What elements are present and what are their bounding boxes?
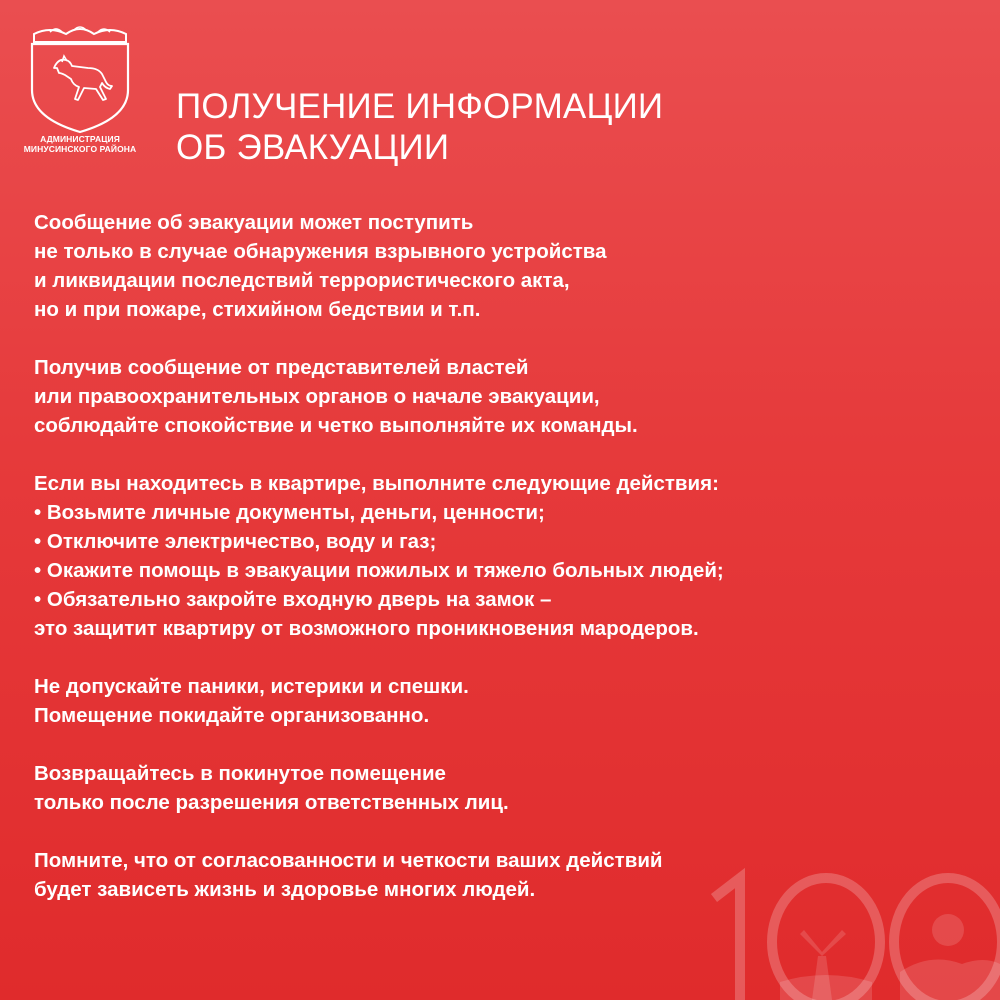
anniversary-100-watermark-icon xyxy=(700,860,1000,1000)
page-title xyxy=(176,86,663,168)
list-item: • Возьмите личные документы, деньги, ценности; xyxy=(34,501,545,524)
logo-caption xyxy=(20,134,140,154)
paragraph-evacuation-message xyxy=(34,208,934,324)
logo-caption-line1: АДМИНИСТРАЦИЯ xyxy=(40,134,120,144)
paragraph-no-panic xyxy=(34,672,934,730)
paragraph-return xyxy=(34,759,934,817)
list-item: • Отключите электричество, воду и газ; xyxy=(34,530,437,553)
paragraph-follow-commands xyxy=(34,353,934,440)
text-line: Не допускайте паники, истерики и спешки. xyxy=(34,675,469,698)
text-line: только после разрешения ответственных лиц. xyxy=(34,791,509,814)
text-line: Сообщение об эвакуации может поступить xyxy=(34,211,474,234)
text-line: Возвращайтесь в покинутое помещение xyxy=(34,762,446,785)
instructions-body xyxy=(34,208,934,933)
list-item: • Окажите помощь в эвакуации пожилых и тяжело больных людей; xyxy=(34,559,724,582)
text-line: и ликвидации последствий террористического акта, xyxy=(34,269,570,292)
text-line: Если вы находитесь в квартире, выполните следующие действия: xyxy=(34,472,719,495)
horse-coat-of-arms-icon xyxy=(20,22,140,134)
paragraph-apartment-actions xyxy=(34,469,934,643)
text-line: но и при пожаре, стихийном бедствии и т.п. xyxy=(34,298,481,321)
logo xyxy=(20,22,140,172)
list-item: • Обязательно закройте входную дверь на замок – xyxy=(34,588,552,611)
text-line: Помещение покидайте организованно. xyxy=(34,704,430,727)
text-line: или правоохранительных органов о начале эвакуации, xyxy=(34,385,600,408)
text-line: Помните, что от согласованности и четкости ваших действий xyxy=(34,849,663,872)
page-title-line1: ПОЛУЧЕНИЕ ИНФОРМАЦИИ xyxy=(176,87,664,126)
text-line: Получив сообщение от представителей властей xyxy=(34,356,529,379)
page-title-line2: ОБ ЭВАКУАЦИИ xyxy=(176,128,450,167)
logo-caption-line2: МИНУСИНСКОГО РАЙОНА xyxy=(23,144,137,154)
text-line: не только в случае обнаружения взрывного устройства xyxy=(34,240,607,263)
text-line: соблюдайте спокойствие и четко выполняйте их команды. xyxy=(34,414,638,437)
text-line: это защитит квартиру от возможного проникновения мародеров. xyxy=(34,617,699,640)
text-line: будет зависеть жизнь и здоровье многих людей. xyxy=(34,878,536,901)
